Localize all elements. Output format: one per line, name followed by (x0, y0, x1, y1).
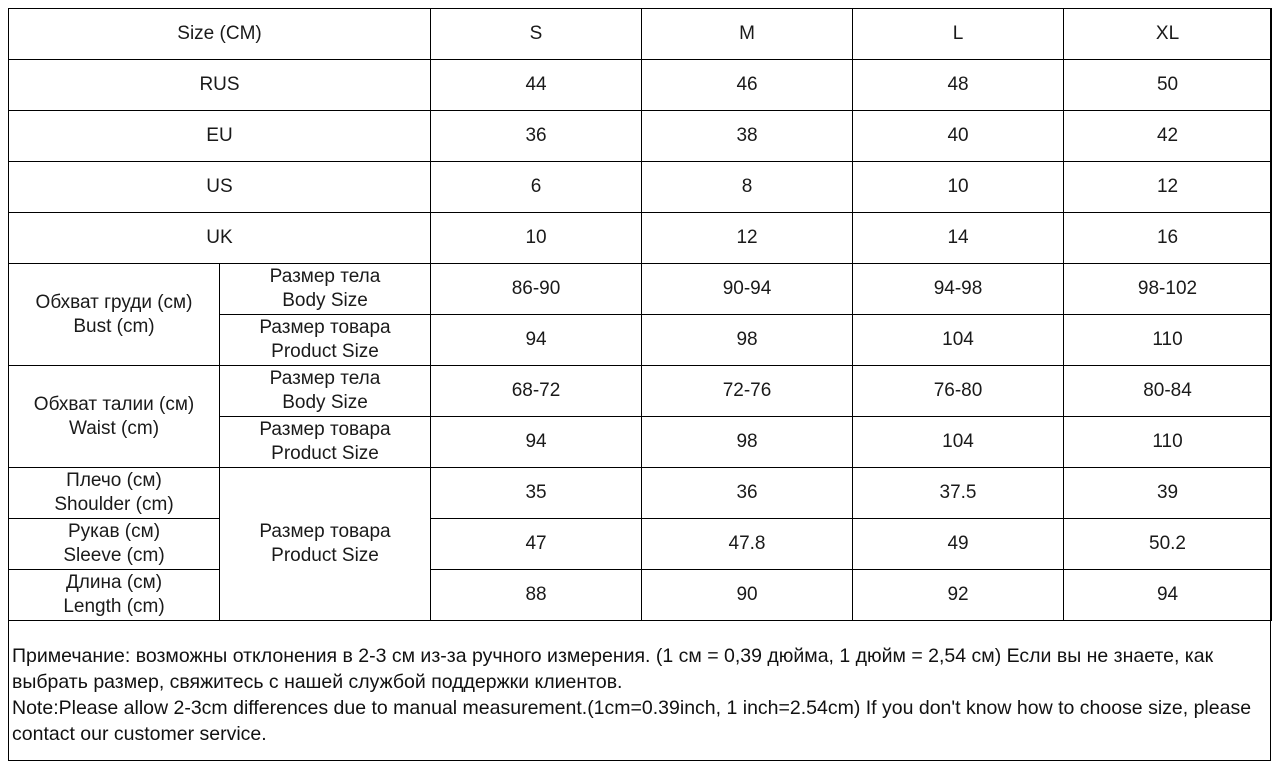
size-header-s: S (431, 9, 642, 60)
cell-value: 8 (642, 162, 853, 213)
product-size-en: Product Size (271, 341, 379, 362)
cell-value: 36 (431, 111, 642, 162)
cell-value: 47.8 (642, 519, 853, 570)
cell-value: 88 (431, 570, 642, 621)
length-label (9, 570, 220, 621)
product-size-label (220, 468, 431, 621)
cell-value: 76-80 (853, 366, 1064, 417)
size-chart-table (8, 8, 1272, 621)
sleeve-label-en: Sleeve (cm) (63, 545, 165, 566)
product-size-en: Product Size (271, 545, 379, 566)
product-size-ru: Размер товара (259, 521, 391, 542)
shoulder-label (9, 468, 220, 519)
table-row (9, 111, 1272, 162)
body-size-en: Body Size (282, 392, 368, 413)
cell-value: 48 (853, 60, 1064, 111)
cell-value: 47 (431, 519, 642, 570)
body-size-label (220, 264, 431, 315)
cell-value: 92 (853, 570, 1064, 621)
product-size-label (220, 417, 431, 468)
table-row (9, 468, 1272, 519)
body-size-ru: Размер тела (269, 368, 381, 389)
table-row (9, 519, 1272, 570)
note-ru: Примечание: возможны отклонения в 2-3 см из-за ручного измерения. (1 см = 0,39 дюйма, 1 дюйм = 2,54 см) Если вы не знаете, как выбрать размер, свяжитесь с нашей службой поддержки клиентов. (12, 645, 1214, 693)
cell-value: 12 (642, 213, 853, 264)
cell-value: 50.2 (1064, 519, 1272, 570)
cell-value: 94 (1064, 570, 1272, 621)
cell-value: 72-76 (642, 366, 853, 417)
product-size-en: Product Size (271, 443, 379, 464)
waist-label (9, 366, 220, 468)
body-size-label (220, 366, 431, 417)
table-row (9, 162, 1272, 213)
shoulder-label-en: Shoulder (cm) (54, 494, 174, 515)
cell-value: 50 (1064, 60, 1272, 111)
length-label-en: Length (cm) (63, 596, 165, 617)
cell-value: 80-84 (1064, 366, 1272, 417)
cell-value: 104 (853, 315, 1064, 366)
row-label: EU (9, 111, 431, 162)
cell-value: 94 (431, 315, 642, 366)
table-row (9, 213, 1272, 264)
table-row (9, 366, 1272, 417)
cell-value: 86-90 (431, 264, 642, 315)
sleeve-label (9, 519, 220, 570)
body-size-en: Body Size (282, 290, 368, 311)
size-header-l: L (853, 9, 1064, 60)
bust-label (9, 264, 220, 366)
cell-value: 98 (642, 417, 853, 468)
row-label: RUS (9, 60, 431, 111)
cell-value: 46 (642, 60, 853, 111)
table-row (9, 264, 1272, 315)
cell-value: 90 (642, 570, 853, 621)
note-en: Note:Please allow 2-3cm differences due to manual measurement.(1cm=0.39inch, 1 inch=2.54cm) If you don't know how to choose size, please contact our customer service. (12, 697, 1252, 745)
table-row (9, 60, 1272, 111)
length-label-ru: Длина (см) (65, 572, 163, 593)
cell-value: 98 (642, 315, 853, 366)
cell-value: 44 (431, 60, 642, 111)
cell-value: 38 (642, 111, 853, 162)
product-size-ru: Размер товара (259, 317, 391, 338)
cell-value: 94-98 (853, 264, 1064, 315)
bust-label-en: Bust (cm) (73, 315, 155, 337)
cell-value: 40 (853, 111, 1064, 162)
sleeve-label-ru: Рукав (см) (67, 521, 161, 542)
cell-value: 12 (1064, 162, 1272, 213)
cell-value: 68-72 (431, 366, 642, 417)
row-label: UK (9, 213, 431, 264)
header-row (9, 9, 1272, 60)
table-row (9, 570, 1272, 621)
row-label: US (9, 162, 431, 213)
product-size-label (220, 315, 431, 366)
cell-value: 36 (642, 468, 853, 519)
bust-label-ru: Обхват груди (см) (35, 291, 193, 313)
cell-value: 98-102 (1064, 264, 1272, 315)
cell-value: 35 (431, 468, 642, 519)
cell-value: 104 (853, 417, 1064, 468)
cell-value: 10 (853, 162, 1064, 213)
cell-value: 37.5 (853, 468, 1064, 519)
cell-value: 110 (1064, 315, 1272, 366)
size-header-m: M (642, 9, 853, 60)
cell-value: 42 (1064, 111, 1272, 162)
cell-value: 110 (1064, 417, 1272, 468)
cell-value: 94 (431, 417, 642, 468)
waist-label-en: Waist (cm) (68, 417, 160, 439)
product-size-ru: Размер товара (259, 419, 391, 440)
cell-value: 90-94 (642, 264, 853, 315)
waist-label-ru: Обхват талии (см) (33, 393, 195, 415)
header-label: Size (CM) (9, 9, 431, 60)
cell-value: 14 (853, 213, 1064, 264)
cell-value: 10 (431, 213, 642, 264)
cell-value: 16 (1064, 213, 1272, 264)
measurement-note (12, 643, 1268, 747)
shoulder-label-ru: Плечо (см) (66, 470, 162, 491)
body-size-ru: Размер тела (269, 266, 381, 287)
size-header-xl: XL (1064, 9, 1272, 60)
cell-value: 39 (1064, 468, 1272, 519)
cell-value: 49 (853, 519, 1064, 570)
cell-value: 6 (431, 162, 642, 213)
